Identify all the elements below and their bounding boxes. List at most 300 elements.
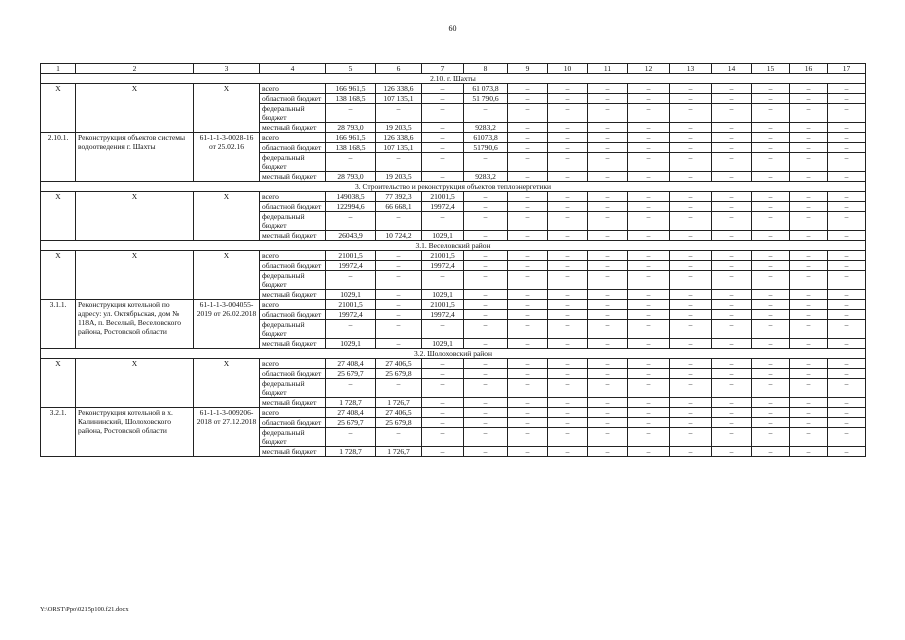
value-col-11: – — [588, 408, 628, 418]
value-col-11: – — [588, 123, 628, 133]
value-col-8: – — [464, 418, 508, 428]
value-col-13: – — [670, 84, 712, 94]
value-col-11: – — [588, 231, 628, 241]
value-col-17: – — [828, 271, 866, 290]
value-col-9: – — [508, 320, 548, 339]
value-col-16: – — [790, 84, 828, 94]
column-number: 13 — [670, 64, 712, 74]
value-col-8: – — [464, 271, 508, 290]
column-number: 12 — [628, 64, 670, 74]
value-col-15: – — [752, 212, 790, 231]
item-number: 3.2.1. — [41, 408, 76, 457]
value-col-12: – — [628, 104, 670, 123]
section-title: 2.10. г. Шахты — [41, 74, 866, 84]
value-col-6: 107 135,1 — [376, 94, 422, 104]
value-col-11: – — [588, 153, 628, 172]
value-col-6: 27 406,5 — [376, 408, 422, 418]
value-col-11: – — [588, 369, 628, 379]
funding-source: всего — [260, 300, 326, 310]
value-col-10: – — [548, 418, 588, 428]
value-col-8: – — [464, 202, 508, 212]
value-col-11: – — [588, 447, 628, 457]
value-col-10: – — [548, 153, 588, 172]
value-col-15: – — [752, 251, 790, 261]
value-col-5: 1029,1 — [326, 339, 376, 349]
value-col-14: – — [712, 251, 752, 261]
value-col-9: – — [508, 231, 548, 241]
item-number: Х — [41, 84, 76, 133]
value-col-15: – — [752, 418, 790, 428]
column-number: 8 — [464, 64, 508, 74]
value-col-10: – — [548, 320, 588, 339]
value-col-14: – — [712, 359, 752, 369]
value-col-17: – — [828, 84, 866, 94]
value-col-7: – — [422, 359, 464, 369]
value-col-6: – — [376, 251, 422, 261]
expertise-number: 61-1-1-3-0028-16 от 25.02.16 — [194, 133, 260, 182]
value-col-12: – — [628, 408, 670, 418]
value-col-6: – — [376, 153, 422, 172]
value-col-15: – — [752, 290, 790, 300]
expertise-number: Х — [194, 84, 260, 133]
value-col-13: – — [670, 94, 712, 104]
value-col-8: – — [464, 153, 508, 172]
value-col-12: – — [628, 133, 670, 143]
value-col-11: – — [588, 84, 628, 94]
value-col-12: – — [628, 369, 670, 379]
value-col-17: – — [828, 212, 866, 231]
value-col-17: – — [828, 320, 866, 339]
value-col-5: – — [326, 212, 376, 231]
value-col-16: – — [790, 212, 828, 231]
value-col-17: – — [828, 104, 866, 123]
value-col-17: – — [828, 310, 866, 320]
funding-source: всего — [260, 408, 326, 418]
table-row — [41, 133, 866, 143]
funding-source: областной бюджет — [260, 310, 326, 320]
value-col-5: 28 793,0 — [326, 123, 376, 133]
value-col-14: – — [712, 172, 752, 182]
value-col-13: – — [670, 231, 712, 241]
value-col-16: – — [790, 290, 828, 300]
value-col-10: – — [548, 104, 588, 123]
funding-source: областной бюджет — [260, 94, 326, 104]
value-col-13: – — [670, 123, 712, 133]
value-col-14: – — [712, 398, 752, 408]
value-col-6: 1 726,7 — [376, 447, 422, 457]
value-col-6: – — [376, 310, 422, 320]
value-col-6: 66 668,1 — [376, 202, 422, 212]
value-col-15: – — [752, 310, 790, 320]
value-col-12: – — [628, 271, 670, 290]
value-col-7: 21001,5 — [422, 192, 464, 202]
value-col-15: – — [752, 428, 790, 447]
value-col-12: – — [628, 398, 670, 408]
column-number: 3 — [194, 64, 260, 74]
value-col-15: – — [752, 143, 790, 153]
value-col-14: – — [712, 192, 752, 202]
value-col-9: – — [508, 290, 548, 300]
funding-source: федеральный бюджет — [260, 271, 326, 290]
value-col-13: – — [670, 192, 712, 202]
value-col-9: – — [508, 192, 548, 202]
value-col-6: – — [376, 339, 422, 349]
value-col-16: – — [790, 408, 828, 418]
value-col-9: – — [508, 172, 548, 182]
value-col-8: 61073,8 — [464, 133, 508, 143]
value-col-11: – — [588, 94, 628, 104]
value-col-14: – — [712, 379, 752, 398]
value-col-15: – — [752, 379, 790, 398]
value-col-10: – — [548, 300, 588, 310]
table-row — [41, 359, 866, 369]
value-col-6: 19 203,5 — [376, 123, 422, 133]
value-col-14: – — [712, 261, 752, 271]
value-col-9: – — [508, 104, 548, 123]
value-col-10: – — [548, 143, 588, 153]
value-col-15: – — [752, 192, 790, 202]
object-name: Реконструкция котельной по адресу: ул. Октябрьская, дом № 118А, п. Веселый, Веселовского района, Ростовской области — [76, 300, 194, 349]
value-col-6: 27 406,5 — [376, 359, 422, 369]
value-col-15: – — [752, 202, 790, 212]
value-col-5: – — [326, 271, 376, 290]
value-col-14: – — [712, 271, 752, 290]
value-col-9: – — [508, 261, 548, 271]
value-col-16: – — [790, 192, 828, 202]
funding-source: областной бюджет — [260, 418, 326, 428]
value-col-5: 27 408,4 — [326, 408, 376, 418]
value-col-10: – — [548, 447, 588, 457]
value-col-7: – — [422, 408, 464, 418]
value-col-10: – — [548, 339, 588, 349]
value-col-12: – — [628, 261, 670, 271]
value-col-5: 19972,4 — [326, 261, 376, 271]
value-col-10: – — [548, 192, 588, 202]
value-col-16: – — [790, 310, 828, 320]
funding-source: всего — [260, 192, 326, 202]
value-col-5: 19972,4 — [326, 310, 376, 320]
column-number: 14 — [712, 64, 752, 74]
value-col-14: – — [712, 339, 752, 349]
budget-table — [40, 63, 866, 457]
value-col-17: – — [828, 418, 866, 428]
value-col-14: – — [712, 369, 752, 379]
value-col-15: – — [752, 153, 790, 172]
funding-source: федеральный бюджет — [260, 212, 326, 231]
value-col-17: – — [828, 369, 866, 379]
value-col-8: – — [464, 339, 508, 349]
value-col-9: – — [508, 428, 548, 447]
value-col-9: – — [508, 418, 548, 428]
value-col-9: – — [508, 310, 548, 320]
value-col-12: – — [628, 428, 670, 447]
value-col-14: – — [712, 212, 752, 231]
expertise-number: Х — [194, 192, 260, 241]
object-name: Х — [76, 251, 194, 300]
value-col-11: – — [588, 271, 628, 290]
column-number: 10 — [548, 64, 588, 74]
value-col-16: – — [790, 94, 828, 104]
value-col-9: – — [508, 143, 548, 153]
value-col-6: – — [376, 212, 422, 231]
section-title: 3.1. Веселовский район — [41, 241, 866, 251]
value-col-9: – — [508, 133, 548, 143]
value-col-11: – — [588, 418, 628, 428]
value-col-16: – — [790, 104, 828, 123]
value-col-15: – — [752, 231, 790, 241]
value-col-13: – — [670, 104, 712, 123]
column-number: 2 — [76, 64, 194, 74]
value-col-16: – — [790, 133, 828, 143]
value-col-7: 21001,5 — [422, 251, 464, 261]
value-col-6: – — [376, 290, 422, 300]
column-number: 5 — [326, 64, 376, 74]
value-col-17: – — [828, 202, 866, 212]
value-col-7: 1029,1 — [422, 231, 464, 241]
value-col-13: – — [670, 172, 712, 182]
value-col-14: – — [712, 104, 752, 123]
value-col-17: – — [828, 408, 866, 418]
section-title: 3.2. Шолоховский район — [41, 349, 866, 359]
value-col-17: – — [828, 231, 866, 241]
value-col-17: – — [828, 398, 866, 408]
value-col-7: – — [422, 94, 464, 104]
object-name: Реконструкция объектов системы водоотведения г. Шахты — [76, 133, 194, 182]
value-col-7: – — [422, 379, 464, 398]
value-col-6: 126 338,6 — [376, 84, 422, 94]
value-col-6: 19 203,5 — [376, 172, 422, 182]
value-col-16: – — [790, 271, 828, 290]
funding-source: областной бюджет — [260, 369, 326, 379]
value-col-11: – — [588, 212, 628, 231]
value-col-7: – — [422, 212, 464, 231]
funding-source: всего — [260, 359, 326, 369]
value-col-9: – — [508, 369, 548, 379]
value-col-9: – — [508, 202, 548, 212]
funding-source: областной бюджет — [260, 202, 326, 212]
object-name: Х — [76, 192, 194, 241]
value-col-14: – — [712, 428, 752, 447]
value-col-10: – — [548, 359, 588, 369]
value-col-5: 28 793,0 — [326, 172, 376, 182]
value-col-16: – — [790, 261, 828, 271]
value-col-9: – — [508, 212, 548, 231]
value-col-10: – — [548, 271, 588, 290]
value-col-12: – — [628, 418, 670, 428]
value-col-14: – — [712, 84, 752, 94]
funding-source: всего — [260, 84, 326, 94]
value-col-13: – — [670, 359, 712, 369]
value-col-15: – — [752, 261, 790, 271]
funding-source: местный бюджет — [260, 290, 326, 300]
value-col-14: – — [712, 418, 752, 428]
value-col-5: 1 728,7 — [326, 398, 376, 408]
value-col-8: – — [464, 104, 508, 123]
value-col-7: 19972,4 — [422, 310, 464, 320]
value-col-5: 166 961,5 — [326, 84, 376, 94]
column-number: 6 — [376, 64, 422, 74]
funding-source: федеральный бюджет — [260, 104, 326, 123]
value-col-7: – — [422, 123, 464, 133]
value-col-11: – — [588, 290, 628, 300]
value-col-10: – — [548, 408, 588, 418]
page-number: 60 — [448, 24, 457, 33]
funding-source: всего — [260, 133, 326, 143]
value-col-10: – — [548, 369, 588, 379]
value-col-5: 1 728,7 — [326, 447, 376, 457]
value-col-16: – — [790, 143, 828, 153]
value-col-16: – — [790, 379, 828, 398]
value-col-6: – — [376, 379, 422, 398]
value-col-11: – — [588, 133, 628, 143]
value-col-12: – — [628, 310, 670, 320]
value-col-7: 21001,5 — [422, 300, 464, 310]
value-col-9: – — [508, 408, 548, 418]
item-number: Х — [41, 251, 76, 300]
object-name: Реконструкция котельной в х. Калининский, Шолоховского района, Ростовской области — [76, 408, 194, 457]
column-number: 9 — [508, 64, 548, 74]
value-col-9: – — [508, 447, 548, 457]
value-col-7: – — [422, 133, 464, 143]
value-col-8: – — [464, 379, 508, 398]
value-col-13: – — [670, 143, 712, 153]
value-col-12: – — [628, 447, 670, 457]
value-col-5: 122994,6 — [326, 202, 376, 212]
value-col-13: – — [670, 408, 712, 418]
value-col-13: – — [670, 133, 712, 143]
value-col-16: – — [790, 123, 828, 133]
value-col-11: – — [588, 192, 628, 202]
value-col-10: – — [548, 212, 588, 231]
column-number-row — [41, 64, 866, 74]
column-number: 16 — [790, 64, 828, 74]
value-col-6: – — [376, 271, 422, 290]
section-row — [41, 182, 866, 192]
value-col-17: – — [828, 359, 866, 369]
value-col-15: – — [752, 320, 790, 339]
value-col-10: – — [548, 379, 588, 398]
value-col-7: – — [422, 418, 464, 428]
value-col-16: – — [790, 428, 828, 447]
value-col-17: – — [828, 133, 866, 143]
value-col-15: – — [752, 172, 790, 182]
value-col-7: – — [422, 271, 464, 290]
value-col-9: – — [508, 398, 548, 408]
value-col-5: 25 679,7 — [326, 418, 376, 428]
value-col-10: – — [548, 94, 588, 104]
object-name: Х — [76, 84, 194, 133]
value-col-6: 25 679,8 — [376, 369, 422, 379]
section-row — [41, 349, 866, 359]
value-col-5: – — [326, 320, 376, 339]
value-col-17: – — [828, 123, 866, 133]
value-col-13: – — [670, 398, 712, 408]
value-col-11: – — [588, 398, 628, 408]
value-col-13: – — [670, 369, 712, 379]
value-col-17: – — [828, 447, 866, 457]
value-col-8: – — [464, 300, 508, 310]
value-col-17: – — [828, 428, 866, 447]
value-col-6: – — [376, 300, 422, 310]
value-col-5: 27 408,4 — [326, 359, 376, 369]
value-col-7: 1029,1 — [422, 290, 464, 300]
value-col-15: – — [752, 84, 790, 94]
section-title: 3. Строительство и реконструкция объектов теплоэнергетики — [41, 182, 866, 192]
column-number: 7 — [422, 64, 464, 74]
column-number: 11 — [588, 64, 628, 74]
value-col-7: – — [422, 398, 464, 408]
value-col-10: – — [548, 123, 588, 133]
value-col-6: 1 726,7 — [376, 398, 422, 408]
value-col-13: – — [670, 447, 712, 457]
value-col-13: – — [670, 290, 712, 300]
value-col-11: – — [588, 172, 628, 182]
value-col-8: 61 073,8 — [464, 84, 508, 94]
value-col-13: – — [670, 418, 712, 428]
value-col-15: – — [752, 447, 790, 457]
value-col-16: – — [790, 339, 828, 349]
value-col-6: – — [376, 104, 422, 123]
value-col-7: – — [422, 84, 464, 94]
value-col-9: – — [508, 379, 548, 398]
funding-source: федеральный бюджет — [260, 379, 326, 398]
value-col-12: – — [628, 359, 670, 369]
value-col-6: 77 392,3 — [376, 192, 422, 202]
item-number: 3.1.1. — [41, 300, 76, 349]
value-col-11: – — [588, 379, 628, 398]
value-col-12: – — [628, 251, 670, 261]
value-col-10: – — [548, 84, 588, 94]
value-col-15: – — [752, 300, 790, 310]
value-col-8: – — [464, 251, 508, 261]
value-col-13: – — [670, 310, 712, 320]
value-col-11: – — [588, 359, 628, 369]
value-col-8: – — [464, 212, 508, 231]
value-col-8: – — [464, 369, 508, 379]
value-col-5: 25 679,7 — [326, 369, 376, 379]
value-col-16: – — [790, 202, 828, 212]
value-col-17: – — [828, 379, 866, 398]
value-col-8: – — [464, 320, 508, 339]
value-col-12: – — [628, 290, 670, 300]
value-col-14: – — [712, 447, 752, 457]
funding-source: местный бюджет — [260, 172, 326, 182]
value-col-5: 26043,9 — [326, 231, 376, 241]
funding-source: местный бюджет — [260, 447, 326, 457]
file-path-footer: Y:\ORST\Ppo\0215p100.f21.docx — [40, 606, 129, 613]
value-col-8: – — [464, 359, 508, 369]
value-col-6: – — [376, 261, 422, 271]
value-col-9: – — [508, 271, 548, 290]
value-col-17: – — [828, 251, 866, 261]
value-col-12: – — [628, 202, 670, 212]
value-col-8: – — [464, 398, 508, 408]
value-col-13: – — [670, 320, 712, 339]
value-col-11: – — [588, 428, 628, 447]
value-col-11: – — [588, 320, 628, 339]
column-number: 17 — [828, 64, 866, 74]
value-col-11: – — [588, 104, 628, 123]
value-col-5: – — [326, 104, 376, 123]
value-col-16: – — [790, 231, 828, 241]
section-row — [41, 74, 866, 84]
value-col-9: – — [508, 94, 548, 104]
value-col-10: – — [548, 428, 588, 447]
funding-source: федеральный бюджет — [260, 153, 326, 172]
funding-source: всего — [260, 251, 326, 261]
value-col-12: – — [628, 212, 670, 231]
value-col-5: 1029,1 — [326, 290, 376, 300]
